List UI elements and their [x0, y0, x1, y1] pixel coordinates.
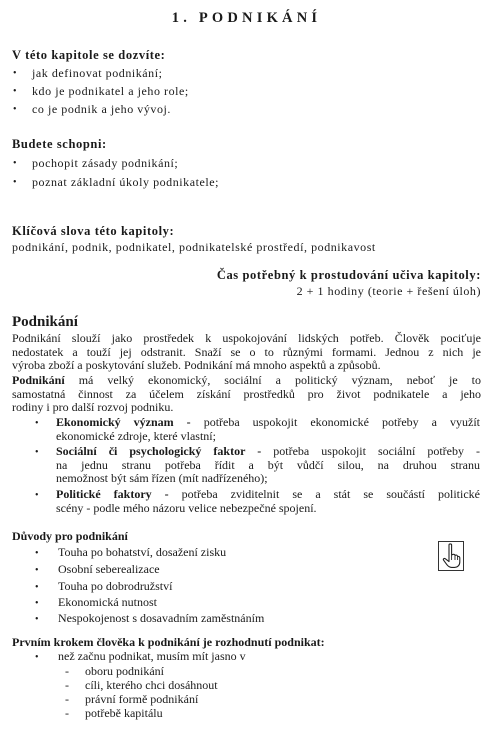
keywords-text: podnikání, podnik, podnikatel, podnikatelské prostředí, podnikavost	[12, 240, 376, 254]
bold-term: Politické faktory -	[56, 487, 169, 501]
paragraph-line	[12, 374, 481, 388]
bullet-icon: •	[13, 86, 17, 97]
paragraph-text: potřeba uspokojit ekonomické potřeby a využít	[190, 415, 480, 429]
bold-term: Ekonomický význam -	[56, 415, 191, 429]
paragraph-line: ekonomické zdroje, které vlastní;	[56, 428, 216, 443]
learn-item: jak definovat podnikání;	[32, 66, 163, 80]
paragraph-text: potřeba uspokojit sociální potřeby -	[261, 444, 480, 458]
able-heading: Budete schopni:	[12, 137, 107, 151]
learn-heading: V této kapitole se dozvíte:	[12, 48, 166, 62]
learn-item: kdo je podnikatel a jeho role;	[32, 84, 189, 98]
chapter-title: 1. PODNIKÁNÍ	[171, 10, 322, 26]
section-paragraph-1	[12, 332, 481, 373]
sub-item: právní formě podnikání	[85, 692, 199, 706]
paragraph-text: potřeba zviditelnit se a stát se součástí politické	[168, 487, 480, 501]
first-step-heading: Prvním krokem člověka k podnikání je rozhodnutí podnikat:	[12, 635, 325, 649]
dash-icon: -	[65, 664, 69, 678]
time-heading: Čas potřebný k prostudování učiva kapitoly:	[216, 268, 481, 282]
time-text: 2 + 1 hodiny (teorie + řešení úloh)	[296, 284, 481, 298]
significance-item	[56, 488, 480, 515]
dash-icon: -	[65, 678, 69, 692]
keywords-heading: Klíčová slova této kapitoly:	[12, 224, 175, 238]
dash-icon: -	[65, 706, 69, 720]
reasons-item: Ekonomická nutnost	[58, 595, 157, 609]
first-step-item: než začnu podnikat, musím mít jasno v	[58, 649, 246, 663]
bullet-icon: •	[13, 158, 17, 169]
sub-item: oboru podnikání	[85, 664, 164, 678]
bullet-icon: •	[35, 565, 39, 576]
able-item: poznat základní úkoly podnikatele;	[32, 175, 219, 189]
bold-term: Podnikání	[12, 373, 65, 387]
learn-item: co je podnik a jeho vývoj.	[32, 102, 171, 116]
bullet-icon: •	[35, 582, 39, 593]
hand-pointing-icon-graphic	[439, 542, 463, 570]
section-heading: Podnikání	[12, 314, 78, 330]
bullet-icon: •	[35, 447, 39, 458]
bullet-icon: •	[35, 548, 39, 559]
reasons-heading: Důvody pro podnikání	[12, 529, 128, 543]
paragraph-line: na jednu stranu potřeba řídit a být vůdčí silou, na druhou stranu	[56, 457, 480, 472]
section-paragraph-2	[12, 374, 481, 415]
bold-term: Sociální či psychologický faktor -	[56, 444, 262, 458]
paragraph-line	[56, 488, 480, 502]
dash-icon: -	[65, 692, 69, 706]
paragraph-line: nemožnost být sám řízen (mít nadřízeného);	[56, 471, 268, 486]
bullet-icon: •	[35, 614, 39, 625]
paragraph-line: scény - podle mého názoru velice nebezpečné spojení.	[56, 500, 317, 515]
bullet-icon: •	[13, 104, 17, 115]
paragraph-text: má velký ekonomický, sociální a politický význam, neboť je to	[64, 373, 481, 387]
reasons-item: Osobní seberealizace	[58, 562, 160, 576]
sub-item: potřebě kapitálu	[85, 706, 163, 720]
paragraph-line: Podnikání slouží jako prostředek k uspokojování lidských potřeb. Člověk pociťuje	[12, 331, 481, 345]
hand-pointing-icon	[438, 541, 464, 571]
significance-item	[56, 445, 480, 486]
able-item: pochopit zásady podnikání;	[32, 156, 179, 170]
bullet-icon: •	[35, 490, 39, 501]
bullet-icon: •	[35, 652, 39, 663]
paragraph-line: rodiny i pro další rozvoj podniku.	[12, 400, 174, 415]
paragraph-line	[56, 445, 480, 459]
bullet-icon: •	[35, 598, 39, 609]
reasons-item: Touha po bohatství, dosažení zisku	[58, 545, 227, 559]
bullet-icon: •	[35, 418, 39, 429]
bullet-icon: •	[13, 177, 17, 188]
reasons-item: Nespokojenost s dosavadním zaměstnáním	[58, 611, 265, 625]
paragraph-line: nedostatek a touží jej odstranit. Snaží se o to různými formami. Jednou z nich je	[12, 344, 481, 359]
significance-item	[56, 416, 480, 443]
sub-item: cíli, kterého chci dosáhnout	[85, 678, 218, 692]
bullet-icon: •	[13, 68, 17, 79]
paragraph-line: samostatná činnost za účelem získání prostředků pro život podnikatele a jeho	[12, 386, 481, 401]
paragraph-line: výroba zboží a poskytování služeb. Podnikání má mnoho aspektů a způsobů.	[12, 358, 381, 373]
reasons-item: Touha po dobrodružství	[58, 579, 173, 593]
paragraph-line	[56, 416, 480, 430]
